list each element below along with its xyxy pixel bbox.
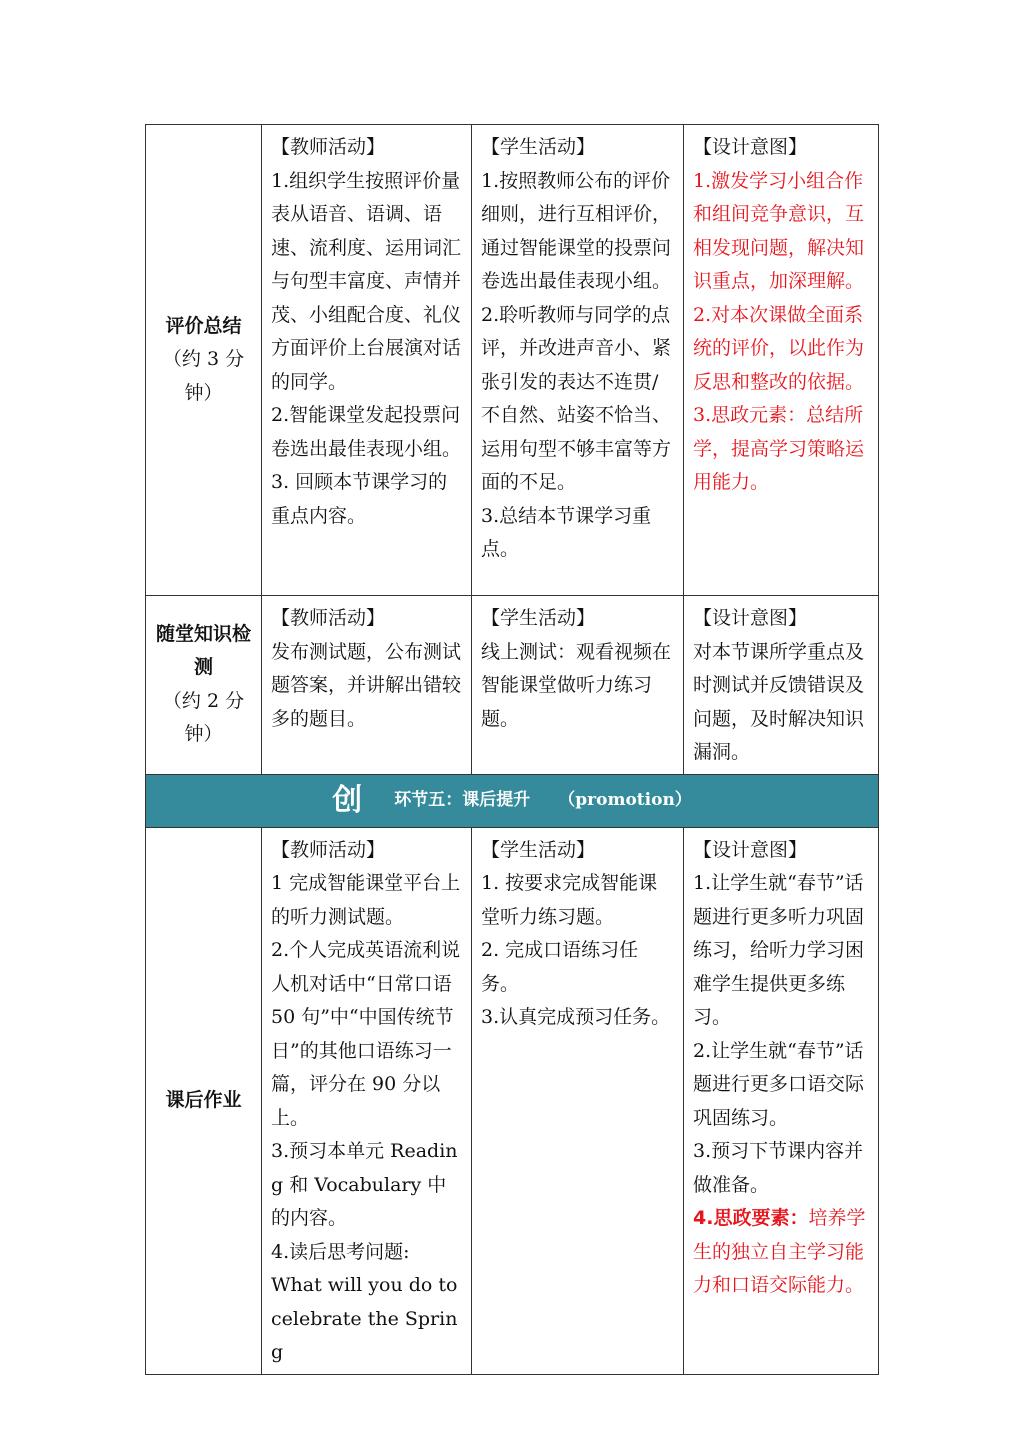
cell-line: 3.思政元素：总结所学，提高学习策略运用能力。 <box>693 404 865 493</box>
ideology-prefix: 4.思政要素： <box>693 1207 809 1229</box>
design-intent-cell <box>684 596 879 775</box>
cell-line: 1.激发学习小组合作和组间竞争意识，互相发现问题，解决知识重点，加深理解。 <box>693 169 865 292</box>
cell-line: 线上测试：观看视频在智能课堂做听力练习题。 <box>481 640 672 730</box>
cell-line: 1.组织学生按照评价量表从语音、语调、语速、流利度、运用词汇与句型丰富度、声情并茂、小组配合度、礼仪方面评价上台展演对话的同学。 <box>271 169 462 393</box>
cell-line: 2.聆听教师与同学的点评，并改进声音小、紧张引发的表达不连贯/不自然、站姿不恰当、运用句型不够丰富等方面的不足。 <box>481 303 672 493</box>
row-label-cell <box>146 125 262 596</box>
cell-line: 发布测试题，公布测试题答案，并讲解出错较多的题目。 <box>271 640 462 730</box>
cell-line: 3.预习下节课内容并做准备。 <box>693 1140 864 1196</box>
section-title: 环节五：课后提升 <box>394 789 531 810</box>
table-row <box>146 827 879 1374</box>
section-band <box>146 774 879 827</box>
cell-header: 【学生活动】 <box>481 838 596 861</box>
table-row <box>146 596 879 775</box>
cell-header: 【设计意图】 <box>693 136 808 158</box>
section-big-char: 创 <box>332 782 363 818</box>
design-intent-cell <box>684 125 879 596</box>
cell-line: 3.总结本节课学习重点。 <box>481 504 652 560</box>
cell-line: What will you do to celebrate the Spring <box>271 1274 458 1363</box>
cell-header: 【学生活动】 <box>481 136 596 158</box>
ideology-line <box>693 1202 869 1303</box>
cell-line: 3.预习本单元 Reading 和 Vocabulary 中的内容。 <box>271 1140 458 1229</box>
cell-line: 1. 按要求完成智能课堂听力练习题。 <box>481 872 658 928</box>
cell-line: 1.按照教师公布的评价细则，进行互相评价，通过智能课堂的投票问卷选出最佳表现小组。 <box>481 169 672 292</box>
cell-header: 【教师活动】 <box>271 136 386 158</box>
cell-line: 对本节课所学重点及时测试并反馈错误及问题，及时解决知识漏洞。 <box>693 640 865 763</box>
student-activity-cell <box>472 596 684 775</box>
row-label-title: 随堂知识检测 <box>155 622 251 679</box>
cell-line: 4.读后思考问题: <box>271 1240 410 1263</box>
cell-header: 【教师活动】 <box>271 607 386 629</box>
row-label-cell <box>146 596 262 775</box>
row-label-time: （约 3 分钟） <box>162 348 245 404</box>
teacher-activity-cell <box>262 125 472 596</box>
cell-line: 3.认真完成预习任务。 <box>481 1006 671 1028</box>
row-label-title: 课后作业 <box>165 1088 242 1111</box>
section-english: （promotion） <box>558 789 692 810</box>
cell-line: 1 完成智能课堂平台上的听力测试题。 <box>271 872 461 928</box>
section-band-cell <box>146 774 879 827</box>
row-label-cell <box>146 827 262 1374</box>
cell-line: 2. 完成口语练习任务。 <box>481 939 639 995</box>
cell-line: 2.智能课堂发起投票问卷选出最佳表现小组。 <box>271 404 462 460</box>
cell-line: 2.对本次课做全面系统的评价，以此作为反思和整改的依据。 <box>693 303 865 393</box>
cell-line: 2.让学生就“春节”话题进行更多口语交际巩固练习。 <box>693 1039 865 1129</box>
cell-header: 【设计意图】 <box>693 838 808 861</box>
table-row <box>146 125 879 596</box>
cell-line: 3. 回顾本节课学习的重点内容。 <box>271 471 448 527</box>
ideology-text: 培养学生的独立自主学习能力和口语交际能力。 <box>693 1207 866 1296</box>
design-intent-cell <box>684 827 879 1374</box>
student-activity-cell <box>472 827 684 1374</box>
lesson-plan-table <box>145 124 879 1375</box>
cell-header: 【学生活动】 <box>481 607 596 629</box>
cell-header: 【设计意图】 <box>693 607 808 629</box>
cell-line: 2.个人完成英语流利说人机对话中“日常口语 50 句”中“中国传统节日”的其他口语练习一篇，评分在 90 分以上。 <box>271 939 461 1129</box>
cell-line: 1.让学生就“春节”话题进行更多听力巩固练习，给听力学习困难学生提供更多练习。 <box>693 872 865 1028</box>
cell-header: 【教师活动】 <box>271 838 386 861</box>
row-label-time: （约 2 分钟） <box>162 689 245 746</box>
teacher-activity-cell <box>262 827 472 1374</box>
teacher-activity-cell <box>262 596 472 775</box>
row-label-title: 评价总结 <box>165 314 242 337</box>
student-activity-cell <box>472 125 684 596</box>
